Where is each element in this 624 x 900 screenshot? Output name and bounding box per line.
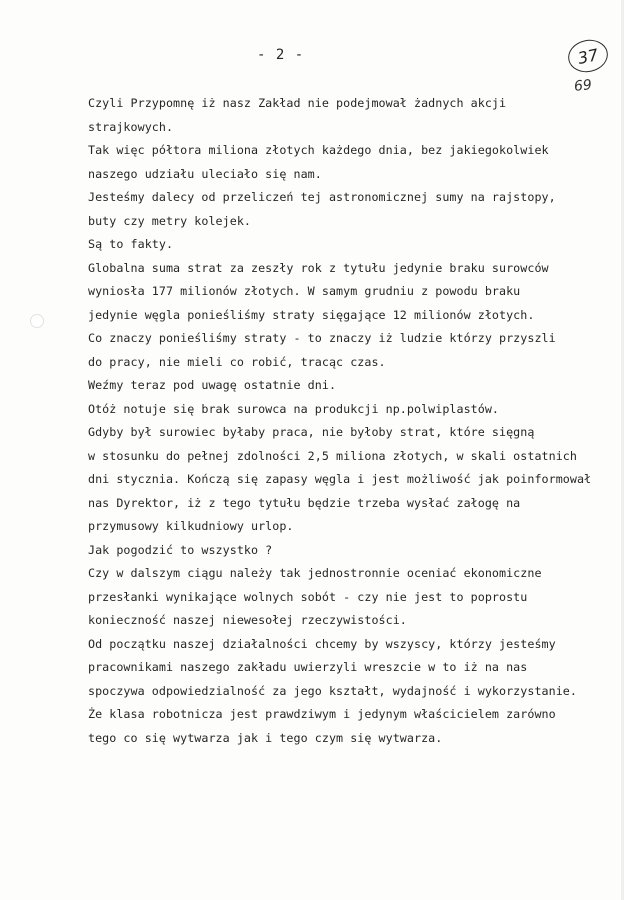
text-line: przymusowy kilkudniowy urlop. [88,519,294,533]
text-line: tego co się wytwarza jak i tego czym się wytwarza. [88,730,443,745]
text-line: nas Dyrektor, iż z tego tytułu będzie trzeba wysłać załogę na [88,495,521,510]
text-line: Czyli Przypomnę iż nasz Zakład nie podejmował żadnych akcji [88,96,507,110]
text-line: strajkowych. [88,119,174,134]
punch-hole [30,314,44,328]
text-line: wyniosła 177 milionów złotych. W samym grudniu z powodu braku [88,284,521,298]
text-line: Są to fakty. [88,237,174,251]
text-line: naszego udziału uleciało się nam. [88,166,322,181]
text-line: spoczywa odpowiedzialność za jego kształt, wydajność i wykorzystanie. [88,683,577,698]
text-line: dni stycznia. Kończą się zapasy węgla i jest możliwość jak poinformował [88,472,592,486]
archive-number-stamp [565,36,611,76]
text-line: konieczność naszej niewesołej rzeczywistości. [88,613,407,627]
text-line: Weźmy teraz pod uwagę ostatnie dni. [88,378,337,392]
text-line: jedynie węgla ponieśliśmy straty sięgające 12 milionów złotych. [88,307,535,322]
text-line: w stosunku do pełnej zdolności 2,5 miliona złotych, w skali ostatnich [88,448,577,463]
text-line: buty czy metry kolejek. [88,213,251,228]
text-line: Gdyby był surowiec byłaby praca, nie byłoby strat, które sięgną [88,425,535,439]
text-line: Globalna suma strat za zeszły rok z tytułu jedynie braku surowców [88,260,549,275]
text-line: Od początku naszej działalności chcemy by wszyscy, którzy jesteśmy [88,636,556,651]
typed-text-body [88,92,618,750]
text-line: Że klasa robotnicza jest prawdziwym i jedynym właścicielem zarówno [88,707,556,721]
text-line: Jesteśmy dalecy od przeliczeń tej astronomicznej sumy na rajstopy, [88,190,556,204]
page-number: - 2 - [257,47,305,63]
text-line: przesłanki wynikające wolnych sobót - czy nie jest to poprostu [88,589,528,604]
archive-number: 37 [576,44,600,68]
text-line: Tak więc półtora miliona złotych każdego dnia, bez jakiegokolwiek [88,143,549,157]
text-line: pracownikami naszego zakładu uwierzyli wreszcie w to iż na nas [88,660,528,674]
text-line: Jak pogodzić to wszystko ? [88,542,273,557]
text-line: Co znaczy ponieśliśmy straty - to znaczy iż ludzie którzy przyszli [88,331,556,345]
text-line: Czy w dalszym ciągu należy tak jednostronnie oceniać ekonomiczne [88,566,542,580]
text-line: do pracy, nie mieli co robić, tracąc czas. [88,354,386,369]
archive-number-secondary: 69 [573,77,593,95]
text-line: Otóż notuje się brak surowca na produkcji np.polwiplastów. [88,401,500,416]
